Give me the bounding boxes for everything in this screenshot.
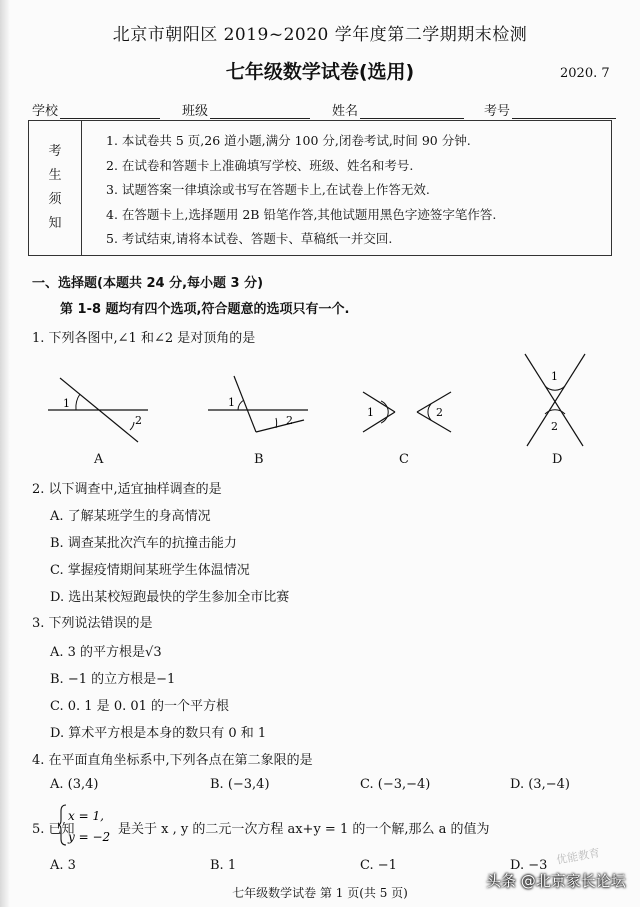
angle-label-2: 2 xyxy=(436,406,443,419)
q2-option-a[interactable]: A. 了解某班学生的身高情况 xyxy=(50,509,211,524)
q1-figure-b xyxy=(200,350,320,445)
notice-items xyxy=(82,121,611,255)
exam-notice-box xyxy=(28,120,612,256)
name-field[interactable]: 姓名 xyxy=(332,100,464,119)
q5-equation-system xyxy=(58,803,118,847)
system-line-1: x = 1, xyxy=(68,809,104,823)
q4-option-c[interactable]: C. (−3,−4) xyxy=(360,777,431,792)
exam-no-field[interactable]: 考号 xyxy=(484,100,616,119)
class-field[interactable]: 班级 xyxy=(182,100,310,119)
question-4-stem: 4. 在平面直角坐标系中,下列各点在第二象限的是 xyxy=(32,753,313,768)
faint-watermark: 优能教育 xyxy=(555,846,601,867)
q3-option-b[interactable]: B. −1 的立方根是−1 xyxy=(50,672,176,687)
notice-item: 1. 本试卷共 5 页,26 道小题,满分 100 分,闭卷考试,时间 90 分钟. xyxy=(106,133,471,148)
figure-label-b[interactable]: B xyxy=(254,452,264,467)
notice-item: 3. 试题答案一律填涂或书写在答题卡上,在试卷上作答无效. xyxy=(106,182,430,197)
q1-figure-a xyxy=(40,350,160,445)
page-footer: 七年级数学试卷 第 1 页(共 5 页) xyxy=(232,886,408,900)
notice-label: 考 生 须 知 xyxy=(29,121,82,255)
figure-label-c[interactable]: C xyxy=(399,452,409,467)
exam-date: 2020. 7 xyxy=(560,66,610,81)
q4-option-a[interactable]: A. (3,4) xyxy=(50,777,99,792)
angle-label-1: 1 xyxy=(551,370,558,383)
angle-label-2: 2 xyxy=(286,414,293,427)
q5-option-c[interactable]: C. −1 xyxy=(360,858,397,873)
q2-option-d[interactable]: D. 选出某校短跑最快的学生参加全市比赛 xyxy=(50,590,290,605)
school-field[interactable]: 学校 xyxy=(32,100,160,119)
q4-option-b[interactable]: B. (−3,4) xyxy=(210,777,270,792)
student-info-row xyxy=(32,100,622,118)
q5-option-a[interactable]: A. 3 xyxy=(50,858,76,873)
q3-option-c[interactable]: C. 0. 1 是 0. 01 的一个平方根 xyxy=(50,699,230,714)
notice-item: 4. 在答题卡上,选择题用 2B 铅笔作答,其他试题用黑色字迹签字笔作答. xyxy=(106,206,497,222)
figure-label-a[interactable]: A xyxy=(94,452,104,467)
question-1-stem: 1. 下列各图中,∠1 和∠2 是对顶角的是 xyxy=(32,331,256,346)
angle-label-1: 1 xyxy=(228,396,235,409)
q3-option-d[interactable]: D. 算术平方根是本身的数只有 0 和 1 xyxy=(50,726,267,741)
question-2-stem: 2. 以下调查中,适宜抽样调查的是 xyxy=(32,482,222,497)
angle-label-2: 2 xyxy=(135,414,142,427)
figure-label-d[interactable]: D xyxy=(552,452,563,467)
angle-label-1: 1 xyxy=(367,406,374,419)
q4-option-d[interactable]: D. (3,−4) xyxy=(510,777,570,792)
exam-subtitle: 七年级数学试卷(选用) xyxy=(225,61,415,83)
question-3-stem: 3. 下列说法错误的是 xyxy=(32,616,153,631)
system-line-2: y = −2 xyxy=(68,830,111,844)
angle-label-2: 2 xyxy=(551,420,558,433)
q1-figure-c xyxy=(355,350,465,445)
notice-item: 2. 在试卷和答题卡上准确填写学校、班级、姓名和考号. xyxy=(106,157,414,173)
section-note: 第 1-8 题均有四个选项,符合题意的选项只有一个. xyxy=(60,302,350,317)
angle-label-1: 1 xyxy=(63,397,70,410)
question-5-stem: 是关于 x , y 的二元一次方程 ax+y = 1 的一个解,那么 a 的值为 xyxy=(118,822,490,837)
q1-figure-d xyxy=(515,350,595,450)
q5-option-b[interactable]: B. 1 xyxy=(210,858,237,873)
question-5-prefix: 5. 已知 xyxy=(32,822,75,837)
q2-option-c[interactable]: C. 掌握疫情期间某班学生体温情况 xyxy=(50,563,250,578)
section-title: 一、选择题(本题共 24 分,每小题 3 分) xyxy=(32,276,264,291)
watermark: 头条 @北京家长论坛 xyxy=(486,872,626,890)
q5-option-d[interactable]: D. −3 xyxy=(510,858,548,873)
notice-item: 5. 考试结束,请将本试卷、答题卡、草稿纸一并交回. xyxy=(106,231,393,246)
exam-title: 北京市朝阳区 2019~2020 学年度第二学期期末检测 xyxy=(112,25,528,45)
page-edge-shadow xyxy=(0,0,10,907)
q2-option-b[interactable]: B. 调查某批次汽车的抗撞击能力 xyxy=(50,536,237,551)
q3-option-a[interactable]: A. 3 的平方根是√3 xyxy=(50,645,162,660)
